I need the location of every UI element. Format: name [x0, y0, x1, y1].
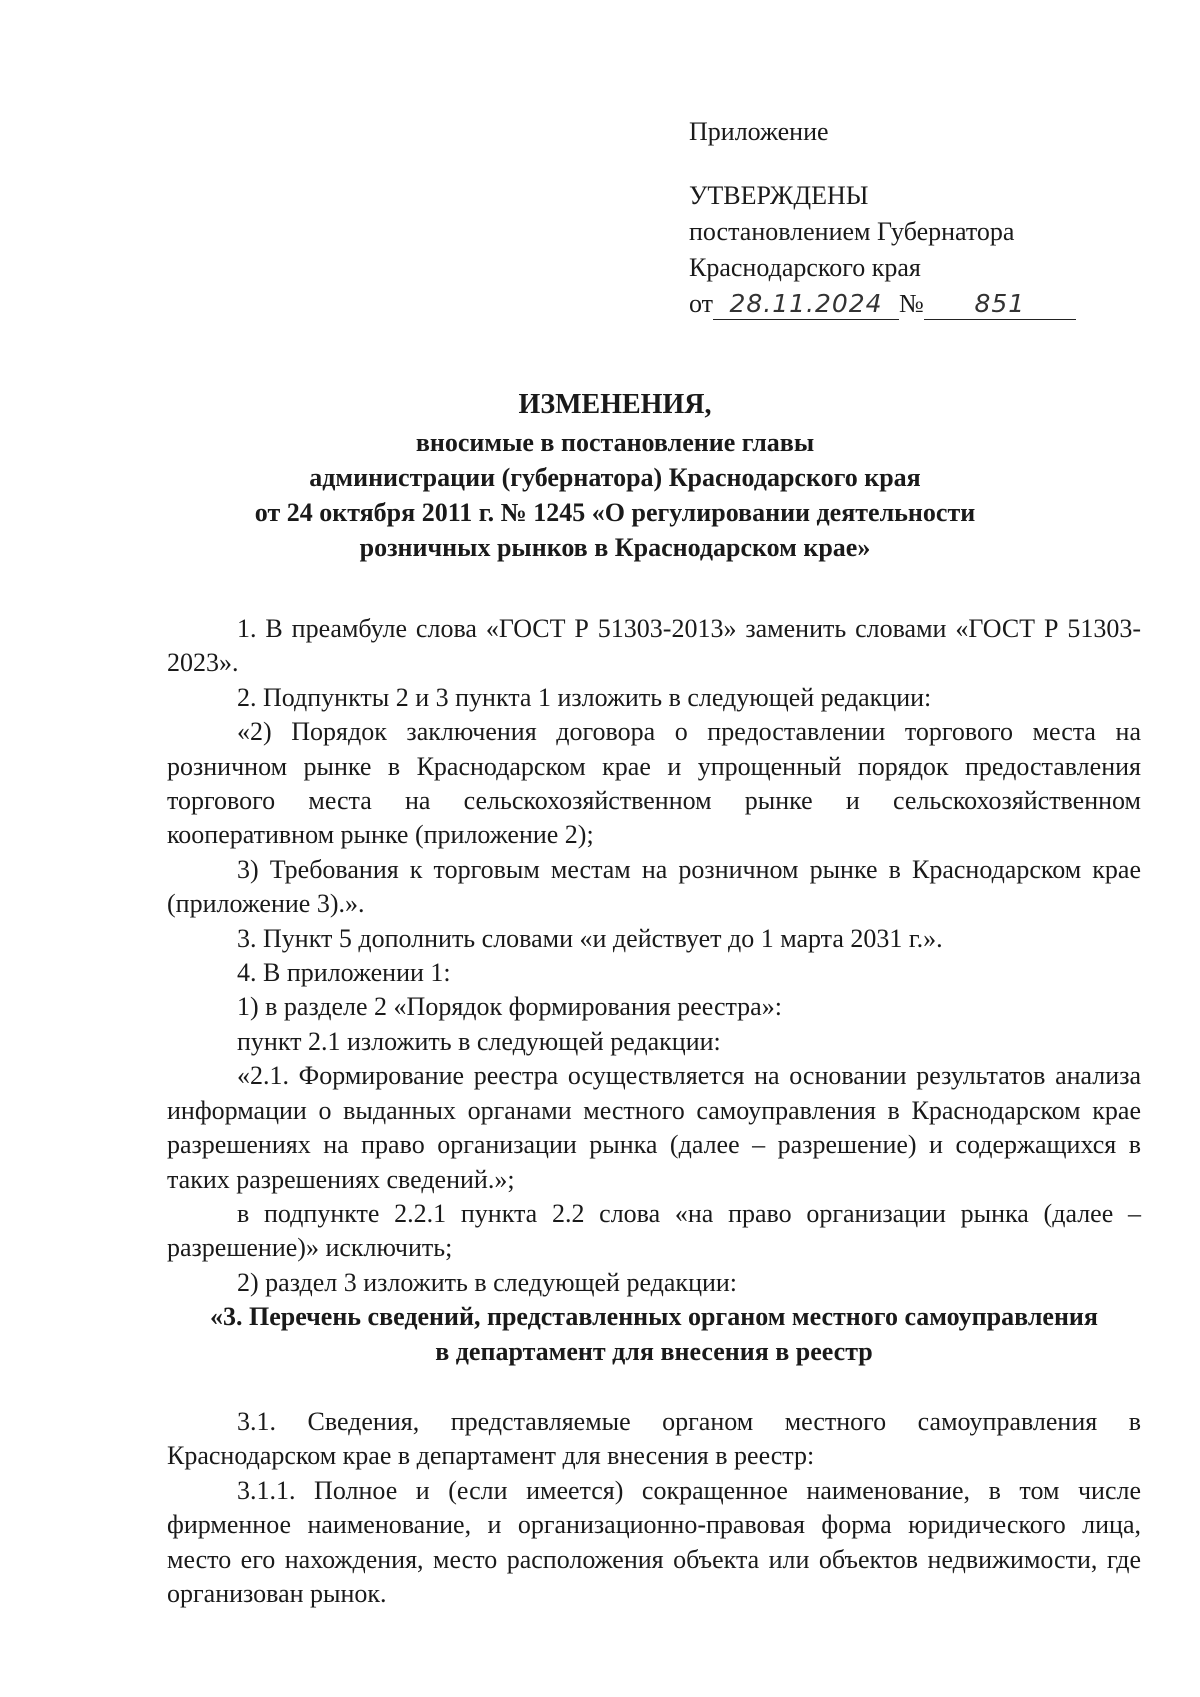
- paragraph: пункт 2.1 изложить в следующей редакции:: [237, 1026, 721, 1056]
- heading-line-2: администрации (губернатора) Краснодарского края: [309, 463, 921, 492]
- handwritten-number: 851: [924, 289, 1076, 320]
- paragraph: 3.1. Сведения, представляемые органом местного самоуправления в Краснодарском крае в департамент для внесения в реестр:: [167, 1406, 1141, 1471]
- paragraph: «2.1. Формирование реестра осуществляется на основании результатов анализа информации о выданных органами местного самоуправления в Краснодарском крае разрешениях на право организации рынка (далее – разрешение) и содержащихся в таких разрешениях сведений.»;: [167, 1061, 1141, 1194]
- document-heading: [180, 385, 1050, 565]
- appendix-label: Приложение: [689, 117, 829, 146]
- paragraph: 4. В приложении 1:: [237, 958, 451, 988]
- paragraph: 3) Требования к торговым местам на розничном рынке в Краснодарском крае (приложение 3).».: [167, 854, 1141, 919]
- document-body: [167, 612, 1141, 1611]
- paragraph: 3. Пункт 5 дополнить словами «и действует до 1 марта 2031 г.».: [237, 923, 943, 953]
- approval-line-2: Краснодарского края: [689, 253, 921, 282]
- paragraph: в подпункте 2.2.1 пункта 2.2 слова «на право организации рынка (далее – разрешение)» исключить;: [167, 1198, 1141, 1263]
- paragraph: 1. В преамбуле слова «ГОСТ Р 51303-2013» заменить словами «ГОСТ Р 51303-2023».: [167, 614, 1141, 678]
- section-3-heading: «3. Перечень сведений, представленных органом местного самоуправления в департамент для внесения в реестр: [210, 1302, 1098, 1366]
- paragraph: 2) раздел 3 изложить в следующей редакции:: [237, 1267, 738, 1297]
- approved-label: УТВЕРЖДЕНЫ: [689, 181, 869, 210]
- approval-line-1: постановлением Губернатора: [689, 217, 1015, 246]
- from-label: от: [689, 289, 714, 318]
- document-title: ИЗМЕНЕНИЯ,: [518, 389, 712, 420]
- paragraph: 1) в разделе 2 «Порядок формирования реестра»:: [237, 992, 782, 1022]
- approval-block: [689, 114, 1089, 322]
- paragraph: 3.1.1. Полное и (если имеется) сокращенное наименование, в том числе фирменное наименование, и организационно-правовая форма юридического лица, место его нахождения, место расположения объекта или объектов недвижимости, где организован рынок.: [167, 1475, 1141, 1608]
- date-number-line: [689, 286, 1089, 322]
- heading-line-4: розничных рынков в Краснодарском крае»: [359, 533, 871, 562]
- paragraph: «2) Порядок заключения договора о предоставлении торгового места на розничном рынке в Краснодарском крае и упрощенный порядок предоставления торгового места на сельскохозяйственном рынке и сельскохозяйственном кооперативном рынке (приложение 2);: [167, 717, 1141, 850]
- heading-line-3: от 24 октября 2011 г. № 1245 «О регулировании деятельности: [254, 498, 976, 527]
- number-label: №: [899, 289, 924, 318]
- paragraph: 2. Подпункты 2 и 3 пункта 1 изложить в следующей редакции:: [237, 682, 932, 712]
- handwritten-date: 28.11.2024: [713, 289, 899, 320]
- heading-line-1: вносимые в постановление главы: [415, 428, 815, 457]
